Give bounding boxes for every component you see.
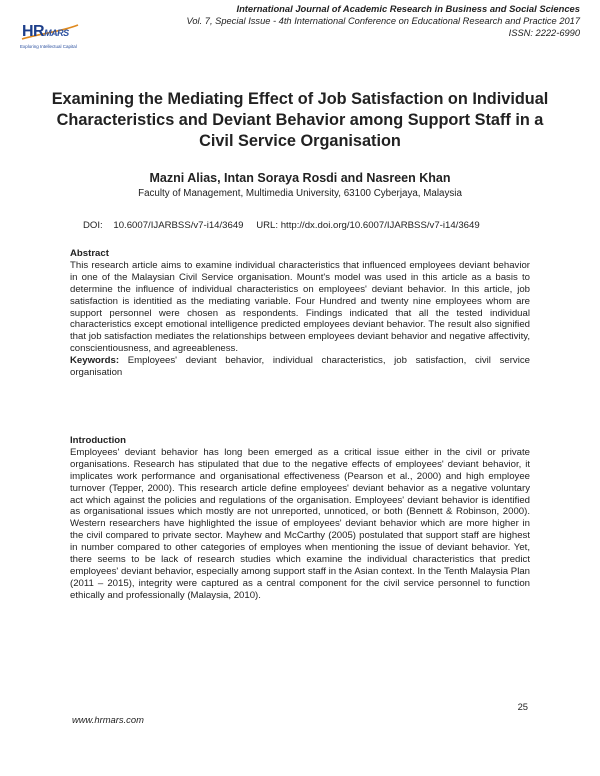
logo-main: HR bbox=[22, 23, 45, 40]
url-link[interactable]: URL: http://dx.doi.org/10.6007/IJARBSS/v7-i14/3649 bbox=[256, 220, 480, 231]
logo-wordmark bbox=[22, 23, 69, 41]
abstract-section bbox=[70, 248, 530, 379]
logo-tagline: Exploring Intellectual Capital bbox=[20, 44, 77, 49]
logo-suffix: MARS bbox=[44, 28, 69, 38]
journal-issue: Vol. 7, Special Issue - 4th International Conference on Educational Research and Practice 2017 bbox=[186, 16, 580, 26]
paper-title: Examining the Mediating Effect of Job Satisfaction on Individual Characteristics and Deviant Behavior among Support Staff in a Civil Service Organisation bbox=[51, 90, 549, 150]
keywords-text: Employees' deviant behavior, individual characteristics, job satisfaction, civil service organisation bbox=[70, 355, 530, 379]
hrmars-logo bbox=[20, 22, 80, 48]
journal-issn: ISSN: 2222-6990 bbox=[508, 28, 580, 38]
paper-affiliation: Faculty of Management, Multimedia University, 63100 Cyberjaya, Malaysia bbox=[138, 188, 462, 199]
keywords-line bbox=[70, 355, 530, 379]
doi-text: DOI: 10.6007/IJARBSS/v7-i14/3649 bbox=[83, 220, 244, 231]
abstract-heading: Abstract bbox=[70, 248, 109, 259]
introduction-heading: Introduction bbox=[70, 435, 126, 446]
footer-website[interactable]: www.hrmars.com bbox=[72, 714, 144, 725]
journal-header bbox=[187, 3, 580, 39]
keywords-label: Keywords: bbox=[70, 355, 120, 367]
introduction-text: Employees' deviant behavior has long been emerged as a critical issue either in the civil or private organisations. Research has stipulated that due to the negative effects of employees' deviant behavior, it implicates work performance and organisational effectiveness (Pearson et al., 2000) and high employee turnover (Tepper, 2000). This research article define employees' deviant behavior as a negative voluntary act which against the policies and regulations of the organisation. Employees' deviant behavior is identified as organisational issues which mostly are not unreported, unnoticed, or both (Bennett & Robinson, 2000). Western researchers have highlighted the issue of employees' deviant behavior which are more higher in the civil compared to private sector. Mayhew and McCarthy (2005) postulated that support staff are highest in number compared to other categories of employes when mentioning the issue of deviant behavior. Yet, there seems to be lack of research studies which examine the individual characteristics that predict employees' deviant behavior, especially among support staff in the Asian context. In the Tenth Malaysia Plan (2011 – 2015), integrity were captured as a central component for the civil service personnel to function ethically and professionally (Malaysia, 2010). bbox=[70, 446, 530, 601]
page-number: 25 bbox=[517, 701, 528, 712]
journal-name: International Journal of Academic Research in Business and Social Sciences bbox=[236, 3, 580, 14]
introduction-section bbox=[70, 435, 530, 602]
abstract-text: This research article aims to examine individual characteristics that influenced employees deviant behavior in one of the Malaysian Civil Service organisation. Mount's model was used in this article as a basis to determine the influence of individual characteristics on employees' deviant behavior. In this article, job satisfaction is identitied as the mediating variable. Four Hundred and twenty nine employees whom are support personnel were chosen as respondents. Findings indicated that all the tested individual characteristics except emotional intelligence predicted employees deviant behavior. The result also signified that job satisfaction mediates the relationships between employees deviant behavior and negative affectivity, conscientiousness, and agreeableness. bbox=[70, 259, 530, 355]
doi-line bbox=[83, 220, 490, 231]
paper-authors: Mazni Alias, Intan Soraya Rosdi and Nasreen Khan bbox=[149, 171, 451, 185]
